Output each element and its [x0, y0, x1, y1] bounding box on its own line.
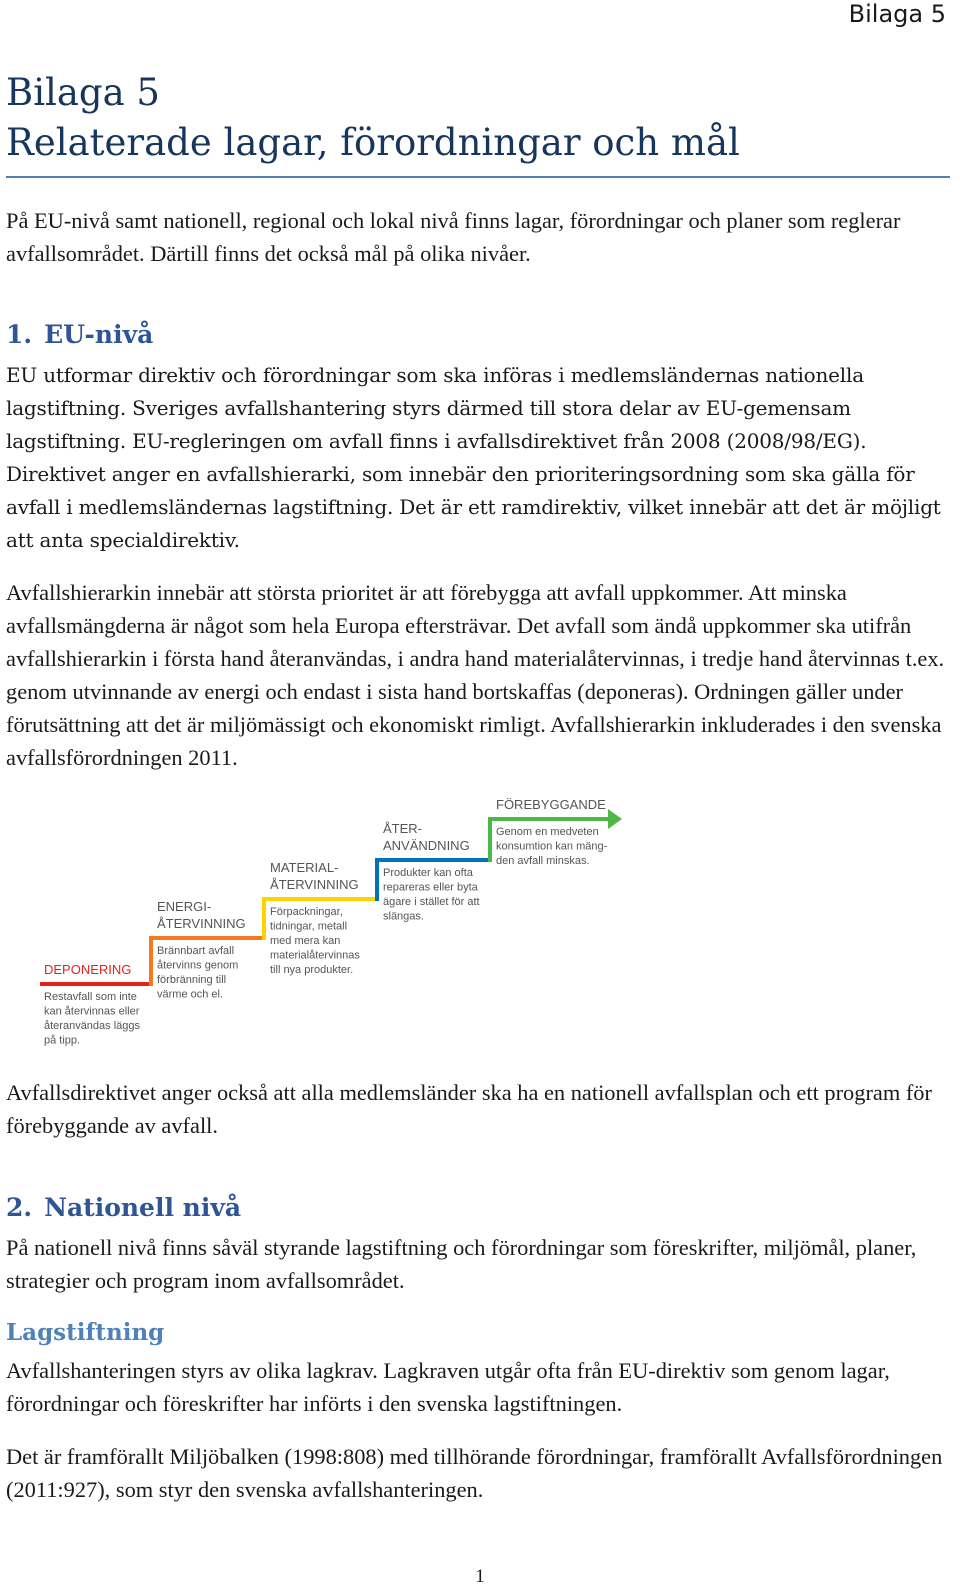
section-1-paragraph-2: Avfallshierarkin innebär att största prioritet är att förebygga att avfall uppkommer. Att minska avfallsmängderna är något som hela Europa eftersträvar. Det avfall som ändå uppkommer ska utifrån avfallshierarkin i första hand återanvändas, i andra hand materialåtervinnas, i tredje hand återvinnas t.ex. genom utvinnande av energi och endast i sista hand bortskaffas (deponeras). Ordningen gäller under förutsättning att det är miljömässigt och ekonomiskt rimligt. Avfallshierarkin inkluderades i den svenska avfallsförordningen 2011. — [6, 580, 945, 770]
step-materialatervinning-text: Förpackningar, — [270, 906, 343, 918]
step-ateranvandning-text: ägare i stället för att — [383, 896, 480, 908]
step-materialatervinning-text: materialåtervinnas — [270, 949, 360, 962]
step-materialatervinning-bar — [266, 897, 379, 901]
intro-paragraph: På EU-nivå samt nationell, regional och lokal nivå finns lagar, förordningar och planer som reglerar avfallsområdet. Därtill finns det också mål på olika nivåer. — [6, 208, 901, 266]
section-2-number: 2. — [6, 1193, 33, 1222]
section-1-title: EU-nivå — [44, 320, 154, 349]
step-deponering-text: återanvändas läggs — [44, 1020, 141, 1032]
step-materialatervinning-text: med mera kan — [270, 935, 341, 947]
step-materialatervinning-riser — [262, 897, 266, 940]
step-deponering-title: DEPONERING — [44, 962, 132, 977]
section-1-number: 1. — [6, 320, 33, 349]
step-energiatervinning-text: återvinns genom — [157, 959, 239, 972]
step-materialatervinning-title: ÅTERVINNING — [270, 877, 359, 892]
page-number: 1 — [475, 1566, 485, 1587]
step-forebyggande-text: den avfall minskas. — [496, 855, 590, 867]
section-2-heading — [6, 1193, 241, 1222]
section-1-paragraph-1b: Direktivet anger en avfallshierarki, som innebär den prioriteringsordning som ska gälla för avfall i medlemsländernas lagstiftning. Det är ett ramdirektiv, vilket innebär att det är möjligt att anta specialdirektiv. — [6, 462, 941, 552]
step-energiatervinning-bar — [153, 936, 266, 940]
step-ateranvandning-text: repareras eller byta — [383, 881, 478, 894]
step-ateranvandning-riser — [375, 858, 379, 901]
step-energiatervinning-title: ENERGI- — [157, 899, 212, 914]
section-1-paragraph-3: Avfallsdirektivet anger också att alla medlemsländer ska ha en nationell avfallsplan och ett program för förebyggande av avfall. — [6, 1080, 932, 1138]
page-header-label: Bilaga 5 — [848, 0, 946, 28]
step-materialatervinning-title: MATERIAL- — [270, 860, 339, 875]
title-line-2: Relaterade lagar, förordningar och mål — [6, 121, 740, 164]
step-ateranvandning-text: slängas. — [383, 910, 424, 923]
arrow-head-icon — [608, 809, 622, 829]
page-title — [6, 68, 740, 168]
step-energiatervinning-title: ÅTERVINNING — [157, 916, 246, 931]
step-deponering-bar — [40, 982, 153, 986]
step-ateranvandning-bar — [379, 858, 492, 862]
step-materialatervinning-text: till nya produkter. — [270, 964, 354, 976]
step-deponering-text: Restavfall som inte — [44, 991, 137, 1003]
step-energiatervinning-text: värme och el. — [157, 988, 224, 1001]
section-2-paragraph-2: Avfallshanteringen styrs av olika lagkrav. Lagkraven utgår ofta från EU-direktiv som genom lagar, förordningar och föreskrifter har införts i den svenska lagstiftningen. — [6, 1358, 890, 1416]
step-ateranvandning-title: ANVÄNDNING — [383, 838, 470, 853]
step-energiatervinning-text: Brännbart avfall — [157, 945, 235, 957]
step-forebyggande-bar — [492, 817, 610, 821]
step-energiatervinning-text: förbränning till — [157, 974, 227, 986]
title-line-1: Bilaga 5 — [6, 71, 160, 114]
step-forebyggande-riser — [488, 817, 492, 862]
step-ateranvandning-text: Produkter kan ofta — [383, 867, 473, 879]
step-energiatervinning-riser — [149, 936, 153, 986]
waste-hierarchy-diagram — [30, 790, 640, 1060]
section-1-paragraph-1 — [6, 359, 956, 557]
section-1-paragraph-1a: EU utformar direktiv och förordningar som ska införas i medlemsländernas nationella lagstiftning. Sveriges avfallshantering styrs därmed till stora delar av EU-gemensam lagstiftning. EU-regleringen om avfall finns i avfallsdirektivet från 2008 (2008/98/EG). — [6, 363, 867, 453]
step-deponering-text: på tipp. — [44, 1034, 81, 1047]
step-forebyggande-text: konsumtion kan mäng- — [496, 840, 608, 853]
step-forebyggande-title: FÖREBYGGANDE — [496, 797, 606, 812]
section-2-title: Nationell nivå — [44, 1193, 242, 1222]
subheading-lagstiftning: Lagstiftning — [6, 1319, 165, 1346]
title-divider — [6, 176, 950, 178]
step-deponering-text: kan återvinnas eller — [44, 1005, 140, 1018]
step-materialatervinning-text: tidningar, metall — [270, 920, 348, 933]
step-forebyggande-text: Genom en medveten — [496, 826, 599, 838]
step-ateranvandning-title: ÅTER- — [383, 821, 422, 836]
section-2-paragraph-3: Det är framförallt Miljöbalken (1998:808) med tillhörande förordningar, framförallt Avfallsförordningen (2011:927), som styr den svenska avfallshanteringen. — [6, 1444, 943, 1502]
section-1-heading — [6, 320, 153, 349]
section-2-paragraph-1: På nationell nivå finns såväl styrande lagstiftning och förordningar som föreskrifter, miljömål, planer, strategier och program inom avfallsområdet. — [6, 1235, 917, 1293]
